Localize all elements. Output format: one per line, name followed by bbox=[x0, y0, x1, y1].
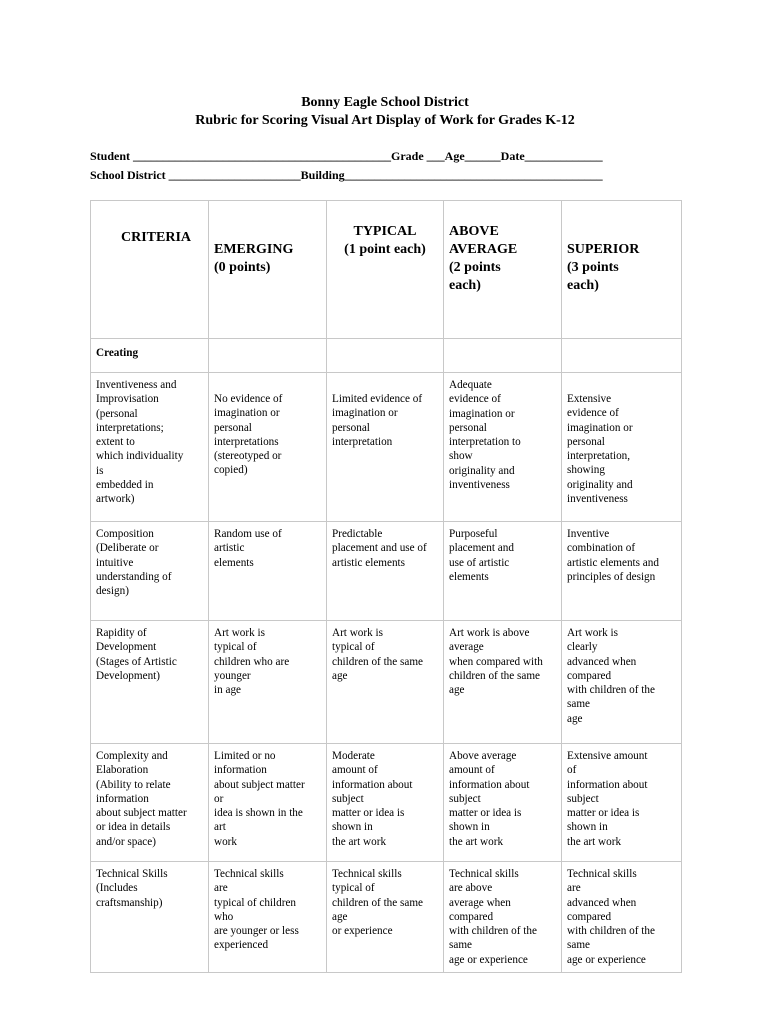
emerging-cell: Art work is typical of children who are younger in age bbox=[209, 621, 327, 744]
typical-cell: Art work is typical of children of the same age bbox=[327, 621, 444, 744]
emerging-cell: Technical skills are typical of children who are younger or less experienced bbox=[209, 862, 327, 973]
document-subtitle: Rubric for Scoring Visual Art Display of Work for Grades K-12 bbox=[195, 113, 575, 128]
section-row bbox=[91, 339, 682, 373]
header-criteria: CRITERIA bbox=[91, 201, 209, 339]
criteria-cell: Technical Skills (Includes craftsmanship) bbox=[91, 862, 209, 973]
header-emerging: EMERGING (0 points) bbox=[209, 201, 327, 339]
empty-cell bbox=[444, 339, 562, 373]
superior-cell: Extensive amount of information about subject matter or idea is shown in the art work bbox=[562, 744, 682, 862]
emerging-cell: Limited or no information about subject matter or idea is shown in the art work bbox=[209, 744, 327, 862]
table-row bbox=[91, 862, 682, 973]
header-superior: SUPERIOR (3 points each) bbox=[562, 201, 682, 339]
superior-cell: Inventive combination of artistic elements and principles of design bbox=[562, 522, 682, 621]
superior-cell: Technical skills are advanced when compared with children of the same age or experience bbox=[562, 862, 682, 973]
table-row bbox=[91, 744, 682, 862]
above-average-cell: Adequate evidence of imagination or personal interpretation to show originality and inventiveness bbox=[444, 373, 562, 522]
emerging-cell: No evidence of imagination or personal interpretations (stereotyped or copied) bbox=[209, 373, 327, 522]
school-info-line: School District ______________________Building___________________________________________ bbox=[90, 168, 603, 182]
table-row bbox=[91, 522, 682, 621]
criteria-cell: Inventiveness and Improvisation (personal interpretations; extent to which individuality is embedded in artwork) bbox=[91, 373, 209, 522]
empty-cell bbox=[327, 339, 444, 373]
typical-cell: Technical skills typical of children of the same age or experience bbox=[327, 862, 444, 973]
superior-cell: Extensive evidence of imagination or personal interpretation, showing originality and inventiveness bbox=[562, 373, 682, 522]
above-average-cell: Technical skills are above average when compared with children of the same age or experience bbox=[444, 862, 562, 973]
typical-cell: Predictable placement and use of artistic elements bbox=[327, 522, 444, 621]
header-typical: TYPICAL (1 point each) bbox=[327, 201, 444, 339]
empty-cell bbox=[209, 339, 327, 373]
criteria-cell: Complexity and Elaboration (Ability to relate information about subject matter or idea in details and/or space) bbox=[91, 744, 209, 862]
section-label-creating: Creating bbox=[91, 339, 209, 373]
criteria-cell: Rapidity of Development (Stages of Artistic Development) bbox=[91, 621, 209, 744]
header-row bbox=[91, 201, 682, 339]
above-average-cell: Above average amount of information about subject matter or idea is shown in the art work bbox=[444, 744, 562, 862]
table-row bbox=[91, 621, 682, 744]
header-above-average: ABOVE AVERAGE (2 points each) bbox=[444, 201, 562, 339]
above-average-cell: Art work is above average when compared with children of the same age bbox=[444, 621, 562, 744]
document-title: Bonny Eagle School District bbox=[301, 95, 469, 110]
above-average-cell: Purposeful placement and use of artistic elements bbox=[444, 522, 562, 621]
emerging-cell: Random use of artistic elements bbox=[209, 522, 327, 621]
typical-cell: Limited evidence of imagination or personal interpretation bbox=[327, 373, 444, 522]
criteria-cell: Composition (Deliberate or intuitive understanding of design) bbox=[91, 522, 209, 621]
table-row bbox=[91, 373, 682, 522]
typical-cell: Moderate amount of information about subject matter or idea is shown in the art work bbox=[327, 744, 444, 862]
rubric-table bbox=[90, 200, 682, 973]
student-info-line: Student ___________________________________________Grade ___Age______Date_____________ bbox=[90, 149, 603, 163]
empty-cell bbox=[562, 339, 682, 373]
superior-cell: Art work is clearly advanced when compared with children of the same age bbox=[562, 621, 682, 744]
